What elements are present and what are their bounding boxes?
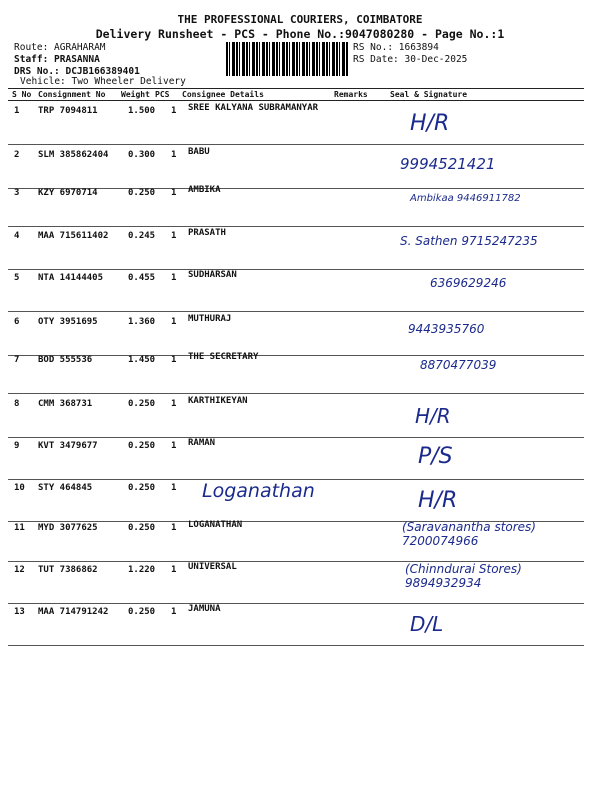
consignee-cell: KARTHIKEYAN [188,396,248,406]
consignment-cell: NTA 14144405 [38,273,104,283]
consignee-cell: BABU [188,147,210,157]
weight-cell: 0.245 [128,231,156,241]
sno-cell: 3 [14,188,20,198]
col-sno: S No [12,90,32,99]
consignment-cell: TUT 7386862 [38,565,98,575]
row-divider [8,311,584,312]
consignment-cell: OTY 3951695 [38,317,98,327]
signature-mark: 9443935760 [408,322,485,336]
sno-cell: 7 [14,355,20,365]
sno-cell: 10 [14,483,25,493]
weight-cell: 0.250 [128,523,156,533]
consignment-cell: MAA 715611402 [38,231,109,241]
row-divider [8,144,584,145]
table-row [0,562,600,604]
signature-mark: H/R [410,111,450,136]
signature-mark: (Saravanantha stores) 7200074966 [402,520,536,548]
runsheet-title: THE PROFESSIONAL COURIERS, COIMBATORE [177,13,423,26]
pcs-cell: 1 [171,231,177,241]
runsheet-subtitle: Delivery Runsheet - PCS - Phone No.:9047080280 - Page No.:1 [95,27,505,41]
weight-cell: 0.250 [128,399,156,409]
pcs-cell: 1 [171,523,177,533]
signature-mark: P/S [418,444,453,469]
sno-cell: 11 [14,523,25,533]
table-row [0,314,600,356]
signature-mark: Ambikaa 9446911782 [410,193,521,204]
consignee-cell: UNIVERSAL [188,562,237,572]
row-divider [8,226,584,227]
consignment-cell: CMM 368731 [38,399,93,409]
vehicle-label: Vehicle: Two Wheeler Delivery [20,76,186,87]
consignment-cell: BOD 555536 [38,355,93,365]
consignment-cell: TRP 7094811 [38,106,98,116]
signature-mark: S. Sathen 9715247235 [400,234,538,248]
weight-cell: 0.455 [128,273,156,283]
weight-cell: 1.220 [128,565,156,575]
weight-cell: 1.450 [128,355,156,365]
sno-cell: 8 [14,399,20,409]
consignee-cell: SREE KALYANA SUBRAMANYAR [188,103,319,113]
route-label: Route: AGRAHARAM [14,42,106,53]
signature-mark: (Chinndurai Stores) 9894932934 [405,562,522,590]
table-row [0,103,600,145]
pcs-cell: 1 [171,150,177,160]
pcs-cell: 1 [171,483,177,493]
consignee-cell: JAMUNA [188,604,221,614]
col-pcs: PCS [155,90,170,99]
consignee-cell: MUTHURAJ [188,314,232,324]
table-row [0,185,600,227]
consignment-cell: STY 464845 [38,483,93,493]
drs-number: DRS No.: DCJB166389401 [14,66,140,77]
consignee-cell: THE SECRETARY [188,352,259,362]
col-remarks: Remarks [334,90,368,99]
consignment-cell: MAA 714791242 [38,607,109,617]
table-row [0,520,600,562]
col-signature: Seal & Signature [390,90,468,99]
consignment-cell: KZY 6970714 [38,188,98,198]
sno-cell: 2 [14,150,20,160]
pcs-cell: 1 [171,399,177,409]
sno-cell: 9 [14,441,20,451]
table-row [0,147,600,189]
weight-cell: 0.250 [128,607,156,617]
consignment-cell: SLM 385862404 [38,150,109,160]
pcs-cell: 1 [171,607,177,617]
signature-mark: 9994521421 [400,155,496,173]
pcs-cell: 1 [171,355,177,365]
pcs-cell: 1 [171,188,177,198]
signature-mark: H/R [418,488,458,513]
col-consignee: Consignee Details [182,90,264,99]
col-consignment: Consignment No [38,90,106,99]
consignee-cell: SUDHARSAN [188,270,237,280]
signature-mark: H/R [415,404,451,428]
table-row [0,270,600,312]
pcs-cell: 1 [171,317,177,327]
pcs-cell: 1 [171,106,177,116]
weight-cell: 0.300 [128,150,156,160]
sno-cell: 6 [14,317,20,327]
col-weight: Weight [121,90,150,99]
staff-label: Staff: PRASANNA [14,54,100,65]
pcs-cell: 1 [171,441,177,451]
consignee-cell: AMBIKA [188,185,221,195]
signature-mark: 6369629246 [430,276,507,290]
header-top-rule [8,88,584,89]
consignee-cell: LOGANATHAN [188,520,243,530]
sno-cell: 4 [14,231,20,241]
table-row [0,352,600,394]
signature-mark: 8870477039 [420,358,497,372]
weight-cell: 1.500 [128,106,156,116]
header-bottom-rule [8,100,584,101]
handwritten-name: Loganathan [202,480,315,502]
table-row [0,438,600,480]
table-row [0,228,600,270]
sno-cell: 1 [14,106,20,116]
weight-cell: 0.250 [128,483,156,493]
weight-cell: 0.250 [128,441,156,451]
table-row [0,396,600,438]
consignment-cell: MYD 3077625 [38,523,98,533]
row-divider [8,393,584,394]
sno-cell: 12 [14,565,25,575]
weight-cell: 1.360 [128,317,156,327]
row-divider [8,645,584,646]
rs-number: RS No.: 1663894 [353,42,439,53]
sno-cell: 13 [14,607,25,617]
consignee-cell: PRASATH [188,228,226,238]
pcs-cell: 1 [171,565,177,575]
pcs-cell: 1 [171,273,177,283]
rs-date: RS Date: 30-Dec-2025 [353,54,468,65]
signature-mark: D/L [410,612,444,636]
consignee-cell: RAMAN [188,438,216,448]
weight-cell: 0.250 [128,188,156,198]
sno-cell: 5 [14,273,20,283]
table-row [0,604,600,646]
consignment-cell: KVT 3479677 [38,441,98,451]
barcode-image [226,42,349,76]
